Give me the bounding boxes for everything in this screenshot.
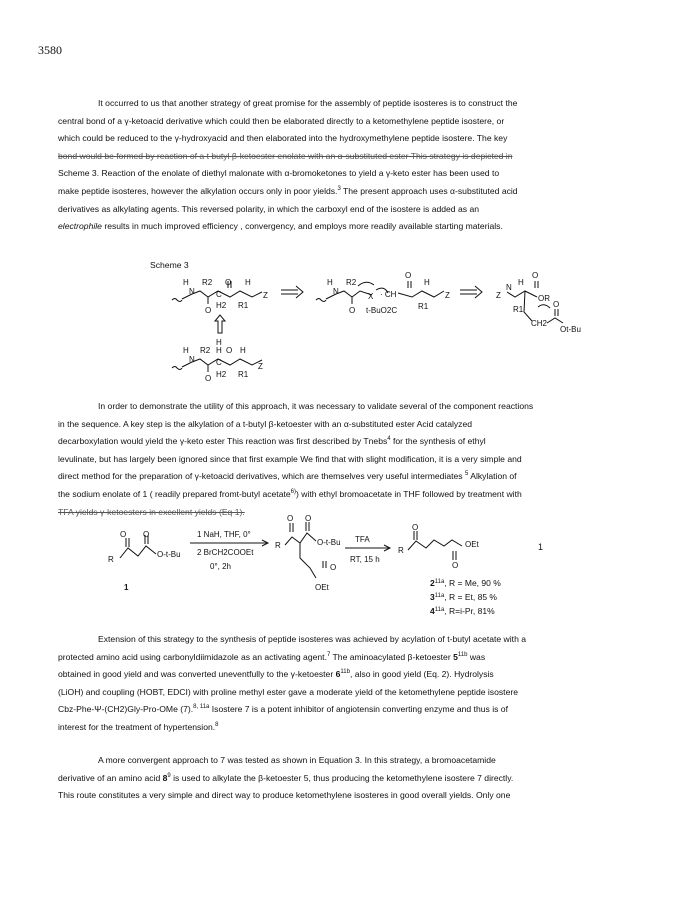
atom-label: H	[216, 338, 222, 347]
atom-label: H	[183, 346, 189, 355]
atom-label: O	[330, 563, 337, 572]
atom-label: N	[189, 287, 195, 296]
reagent-label: 0°, 2h	[210, 562, 231, 571]
atom-label: t-BuO2C	[366, 306, 398, 315]
atom-label: H2	[216, 301, 227, 310]
atom-label: H2	[216, 370, 227, 379]
atom-label: Z	[445, 291, 450, 300]
atom-label: O	[405, 271, 412, 280]
atom-label: N	[189, 355, 195, 364]
atom-label: R2	[202, 278, 213, 287]
citation-ref: 11b	[457, 651, 468, 658]
reagent-label: RT, 15 h	[350, 555, 380, 564]
product-label: $4^{11a}$, R=i-Pr, 81%	[430, 606, 495, 616]
compound-number: 1	[124, 583, 129, 592]
equation-number: 1	[538, 542, 544, 552]
citation-ref: 7	[326, 651, 331, 658]
atom-label: H	[245, 278, 251, 287]
reagent-label: TFA	[355, 535, 370, 544]
atom-label: O	[349, 306, 356, 315]
atom-label: N	[333, 287, 339, 296]
atom-label: O-t-Bu	[157, 550, 181, 559]
atom-label: R1	[238, 301, 249, 310]
text-line: direct method for the preparation of γ-ketoacid derivatives, which are themselves very useful intermediates $^5$ Alkylation of	[58, 471, 517, 482]
citation-ref: 4	[387, 436, 391, 443]
atom-label: R1	[238, 370, 249, 379]
atom-label: O	[452, 561, 459, 570]
reagent-label: 2 BrCH2COOEt	[197, 548, 254, 557]
atom-label: R1	[513, 305, 524, 314]
atom-label: OEt	[315, 583, 329, 592]
atom-label: O	[532, 271, 539, 280]
atom-label: OR	[538, 294, 550, 303]
atom-label: O	[205, 374, 212, 383]
citation-ref: 8	[215, 722, 219, 729]
text-line: in the sequence. A key step is the alkylation of a t-butyl β-ketoester with an α-substituted ester Acid catalyzed	[58, 418, 473, 429]
citation-ref: 8, 11a	[193, 704, 210, 711]
atom-label: O	[553, 300, 560, 309]
atom-label: Z	[263, 291, 268, 300]
atom-label: O	[412, 523, 419, 532]
reagent-label: 1 NaH, THF, 0°	[197, 530, 251, 539]
atom-label: X	[368, 292, 374, 301]
atom-label: R	[275, 541, 281, 550]
atom-label: R2	[200, 346, 211, 355]
citation-ref: 5	[464, 471, 469, 478]
text-line: electrophile results in much improved efficiency , convergency, and employs more readily available starting materials.	[58, 221, 503, 232]
atom-label: C	[216, 290, 222, 299]
atom-label: H	[240, 346, 246, 355]
atom-label: O	[305, 514, 312, 523]
scheme-label: Scheme 3	[150, 260, 189, 270]
text-line: This route constitutes a very simple and direct way to produce ketomethylene isosteres in good overall yields. Only one	[58, 790, 511, 801]
product-label: $3^{11a}$, R = Et, 85 %	[430, 592, 497, 602]
text-line: the sodium enolate of 1 ( readily prepared fromt-butyl acetate$^{6)}$) with ethyl bromoacetate in THF followed by treatment with	[58, 488, 522, 499]
text-line: obtained in good yield and was converted uneventfully to the γ-ketoester $6^{11b}$, also in good yield (Eq. 2). Hydrolysis	[58, 669, 494, 680]
atom-label: R2	[346, 278, 357, 287]
atom-label: H	[518, 278, 524, 287]
atom-label: CH2	[531, 319, 548, 328]
paragraph-extension	[58, 631, 618, 737]
atom-label: Z	[496, 291, 501, 300]
atom-label: O	[287, 514, 294, 523]
citation-ref: 3	[337, 186, 341, 193]
atom-label: Ot-Bu	[560, 325, 581, 334]
atom-label: R	[398, 546, 404, 555]
text-line: protected amino acid using carbonyldiimidazole as an activating agent.$^7$ The aminoacylated β-ketoester $5^{11b}$ was	[58, 651, 486, 662]
text-line: make peptide isosteres, however the alkylation occurs only in poor yields.$^3$ The present approach uses α-substituted acid	[58, 185, 518, 196]
atom-label: O	[120, 530, 127, 539]
atom-label: H	[424, 278, 430, 287]
citation-ref: 9	[167, 772, 171, 779]
text-line: interest for the treatment of hypertension.$^8$	[58, 721, 219, 732]
text-line: It occurred to us that another strategy of great promise for the assembly of peptide isosteres is to construct the	[98, 98, 518, 108]
text-line: derivative of an amino acid $8^9$ is used to alkylate the β-ketoester 5, thus producing the ketomethylene isostere 7 directly.	[58, 772, 514, 783]
text-line: levulinate, but has largely been ignored since that first example We find that with slight modification, it is a very simple and	[58, 453, 522, 464]
text-line: bond would be formed by reaction of a t butyl β-ketoester enolate with an α-substituted ester This strategy is depicted in	[58, 150, 513, 161]
product-label: $2^{11a}$, R = Me, 90 %	[430, 578, 501, 588]
atom-label: O	[143, 530, 150, 539]
text-line: TFA yields γ-ketoesters in excellent yields (Eq 1).	[58, 506, 245, 517]
text-line: which could be reduced to the γ-hydroxyacid and then elaborated into the hydroxymethylene peptide isostere. The key	[58, 133, 508, 144]
text-line: In order to demonstrate the utility of this approach, it was necessary to validate several of the component reactions	[98, 401, 534, 411]
citation-ref: 11b	[340, 669, 350, 676]
atom-label: OEt	[465, 540, 479, 549]
atom-label: · CH	[380, 290, 397, 299]
text-line: central bond of a γ-ketoacid derivative which could then be elaborated directly to a ketomethylene peptide isostere, or	[58, 115, 505, 126]
atom-label: H	[183, 278, 189, 287]
atom-label: O	[205, 306, 212, 315]
text-line: A more convergent approach to 7 was tested as shown in Equation 3. In this strategy, a bromoacetamide	[98, 755, 496, 765]
atom-label: O	[225, 278, 232, 287]
text-line: derivatives as alkylating agents. This reversed polarity, in which the carboxyl end of the isostere is added as an	[58, 203, 480, 214]
atom-label: O	[226, 346, 233, 355]
atom-label: N	[506, 283, 512, 292]
atom-label: C	[216, 358, 222, 367]
text-line: Scheme 3. Reaction of the enolate of diethyl malonate with α-bromoketones to yield a γ-keto ester has been used to	[58, 168, 500, 179]
page-number: 3580	[38, 43, 62, 57]
text-line: decarboxylation would yield the γ-keto ester This reaction was first described by Tnebs$^4$ for the synthesis of ethyl	[58, 436, 486, 447]
atom-label: H	[327, 278, 333, 287]
atom-label: H	[216, 346, 222, 355]
atom-label: Z	[258, 362, 263, 371]
atom-label: R1	[418, 302, 429, 311]
atom-label: O-t-Bu	[317, 538, 341, 547]
atom-label: R	[108, 555, 114, 564]
citation-ref: 6)	[290, 489, 296, 496]
paragraph-convergent	[58, 752, 618, 805]
text-line: Cbz-Phe-Ψ-(CH2)Gly-Pro-OMe (7).$^{8, 11a}$ Isostere 7 is a potent inhibitor of angiotensin converting enzyme and thus is of	[58, 704, 508, 715]
text-line: Extension of this strategy to the synthesis of peptide isosteres was achieved by acylation of t-butyl acetate with a	[98, 634, 527, 644]
text-line: (LiOH) and coupling (HOBT, EDCI) with proline methyl ester gave a moderate yield of the ketomethylene peptide isostere	[58, 686, 518, 697]
